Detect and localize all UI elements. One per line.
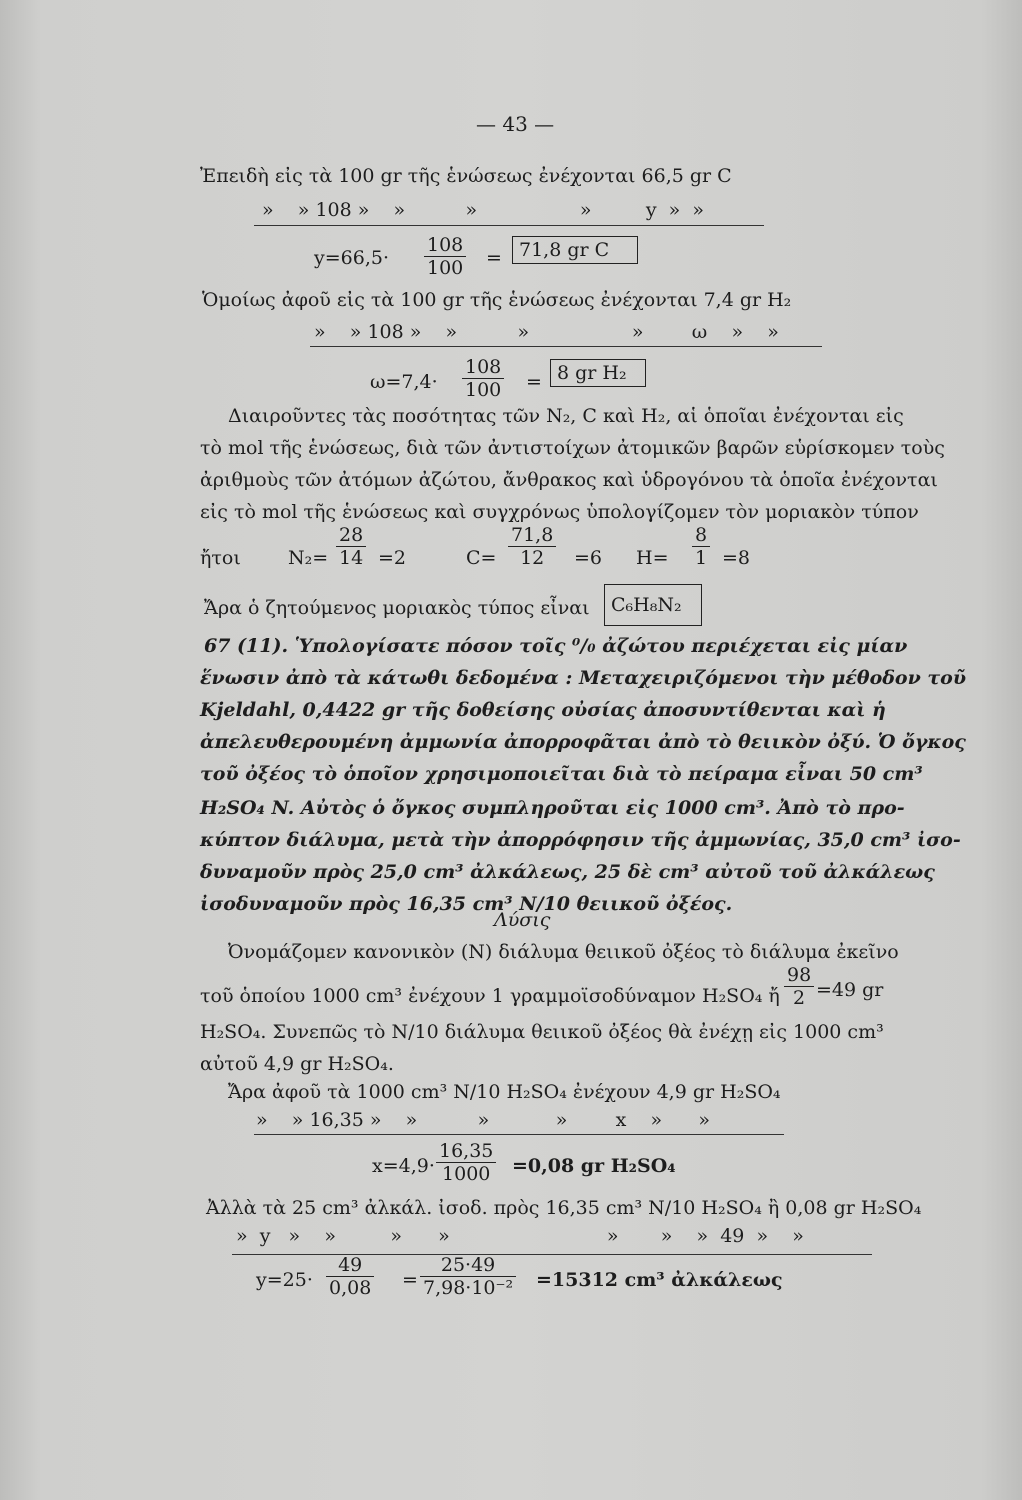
equals-sign: = [486, 247, 502, 269]
ratio-label: C= [466, 547, 497, 569]
equation-left: ω=7,4· [370, 371, 438, 393]
boxed-result: 71,8 gr C [512, 236, 638, 264]
divider [310, 346, 822, 347]
denominator: 7,98·10⁻² [420, 1276, 516, 1299]
solution-line: Ἄρα ἀφοῦ τὰ 1000 cm³ N/10 H₂SO₄ ἐνέχουν 4,9 gr H₂SO₄ [228, 1081, 781, 1103]
denominator: 12 [508, 546, 556, 569]
solution-line: Ὀνομάζομεν κανονικὸν (N) διάλυμα θειικοῦ ὀξέος τὸ διάλυμα ἐκεῖνο [228, 941, 899, 963]
ratio-result: =8 [722, 547, 751, 569]
denominator: 14 [336, 546, 366, 569]
denominator: 100 [424, 256, 466, 279]
ratio-lead: ἤτοι [200, 547, 241, 569]
denominator: 0,08 [326, 1276, 374, 1299]
formula-text: Ἄρα ὁ ζητούμενος μοριακὸς τύπος εἶναι [204, 597, 590, 619]
divider [254, 1134, 784, 1135]
equation-result: =0,08 gr H₂SO₄ [512, 1155, 676, 1177]
boxed-result: 8 gr H₂ [550, 359, 646, 387]
numerator: 108 [427, 234, 464, 256]
fraction [692, 524, 710, 569]
fraction [462, 356, 504, 401]
fraction [336, 524, 366, 569]
equation-left: x=4,9· [372, 1155, 435, 1177]
page-number: — 43 — [476, 112, 555, 136]
paragraph-line: ἀριθμοὺς τῶν ἀτόμων ἀζώτου, ἄνθρακος καὶ ὑδρογόνου τὰ ὁποῖα ἐνέχονται [200, 469, 938, 491]
equation-left: y=25· [256, 1269, 313, 1291]
numerator: 49 [338, 1254, 363, 1276]
ratio-label: H= [636, 547, 669, 569]
paragraph-line: εἰς τὸ mol τῆς ἑνώσεως καὶ συγχρόνως ὑπολογίζομεν τὸν μοριακὸν τύπον [200, 501, 919, 523]
ditto-line: » » 108 » » » » y » » [262, 199, 704, 221]
solution-line: τοῦ ὁποίου 1000 cm³ ἐνέχουν 1 γραμμοϊσοδύναμον H₂SO₄ ἤ [200, 985, 780, 1007]
text-line: Ἐπειδὴ εἰς τὰ 100 gr τῆς ἑνώσεως ἐνέχονται 66,5 gr C [200, 165, 732, 187]
text-line: Ὁμοίως ἀφοῦ εἰς τὰ 100 gr τῆς ἑνώσεως ἐνέχονται 7,4 gr H₂ [202, 289, 792, 311]
problem-line: ἕνωσιν ἀπὸ τὰ κάτωθι δεδομένα : Μεταχειριζόμενοι τὴν μέθοδον τοῦ [200, 667, 967, 689]
paragraph-line: Διαιροῦντες τὰς ποσότητας τῶν N₂, C καὶ H₂, αἱ ὁποῖαι ἐνέχονται εἰς [228, 405, 904, 427]
fraction [508, 524, 556, 569]
problem-line: τοῦ ὀξέος τὸ ὁποῖον χρησιμοποιεῖται διὰ τὸ πείραμα εἶναι 50 cm³ [200, 763, 923, 785]
solution-line: Ἀλλὰ τὰ 25 cm³ ἀλκάλ. ἰσοδ. πρὸς 16,35 cm³ N/10 H₂SO₄ ἢ 0,08 gr H₂SO₄ [206, 1197, 922, 1219]
numerator: 16,35 [439, 1140, 494, 1162]
paragraph-line: τὸ mol τῆς ἑνώσεως, διὰ τῶν ἀντιστοίχων ἀτομικῶν βαρῶν εὑρίσκομεν τοὺς [200, 437, 945, 459]
denominator: 1000 [436, 1162, 496, 1185]
problem-line: H₂SO₄ N. Αὐτὸς ὁ ὄγκος συμπληροῦται εἰς 1000 cm³. Ἀπὸ τὸ προ- [200, 797, 905, 819]
denominator: 100 [462, 378, 504, 401]
fraction [436, 1140, 496, 1185]
ratio-result: =6 [574, 547, 603, 569]
problem-line: 67 (11). Ὑπολογίσατε πόσον τοῖς ⁰/₀ ἀζώτου περιέχεται εἰς μίαν [204, 635, 908, 657]
problem-line: ἰσοδυναμοῦν πρὸς 16,35 cm³ N/10 θειικοῦ ὀξέος. [200, 893, 733, 915]
numerator: 108 [465, 356, 502, 378]
numerator: 98 [787, 964, 812, 986]
problem-line: ἀπελευθερουμένη ἀμμωνία ἀπορροφᾶται ἀπὸ τὸ θειικὸν ὀξύ. Ὁ ὄγκος [200, 731, 966, 753]
fraction [326, 1254, 374, 1299]
numerator: 71,8 [511, 524, 554, 546]
numerator: 25·49 [440, 1254, 496, 1276]
ratio-result: =2 [378, 547, 407, 569]
solution-line: αὐτοῦ 4,9 gr H₂SO₄. [200, 1053, 394, 1075]
equation-left: y=66,5· [314, 247, 389, 269]
ditto-line: » y » » » » » » » 49 » » [236, 1225, 804, 1247]
problem-line: κύπτον διάλυμα, μετὰ τὴν ἀπορρόφησιν τῆς ἀμμωνίας, 35,0 cm³ ἰσο- [200, 829, 961, 851]
solution-line: H₂SO₄. Συνεπῶς τὸ N/10 διάλυμα θειικοῦ ὀξέος θὰ ἐνέχῃ εἰς 1000 cm³ [200, 1021, 884, 1043]
ratio-label: N₂= [288, 547, 329, 569]
ditto-line: » » 108 » » » » ω » » [314, 321, 779, 343]
solution-heading: Λύσις [494, 909, 551, 931]
equals-sign: = [526, 371, 542, 393]
solution-result: =49 gr [816, 979, 884, 1001]
boxed-formula: C₆H₈N₂ [604, 584, 702, 626]
fraction [424, 234, 466, 279]
denominator: 2 [784, 986, 814, 1009]
problem-line: δυναμοῦν πρὸς 25,0 cm³ ἀλκάλεως, 25 δὲ cm³ αὐτοῦ τοῦ ἀλκάλεως [200, 861, 935, 883]
equation-result: =15312 cm³ ἀλκάλεως [536, 1269, 783, 1291]
numerator: 28 [339, 524, 364, 546]
denominator: 1 [692, 546, 710, 569]
fraction [784, 964, 814, 1009]
numerator: 8 [695, 524, 708, 546]
equals-sign: = [402, 1269, 418, 1291]
ditto-line: » » 16,35 » » » » x » » [256, 1109, 711, 1131]
divider [254, 225, 764, 226]
problem-line: Kjeldahl, 0,4422 gr τῆς δοθείσης οὐσίας ἀποσυντίθενται καὶ ἡ [200, 699, 886, 721]
fraction [420, 1254, 516, 1299]
